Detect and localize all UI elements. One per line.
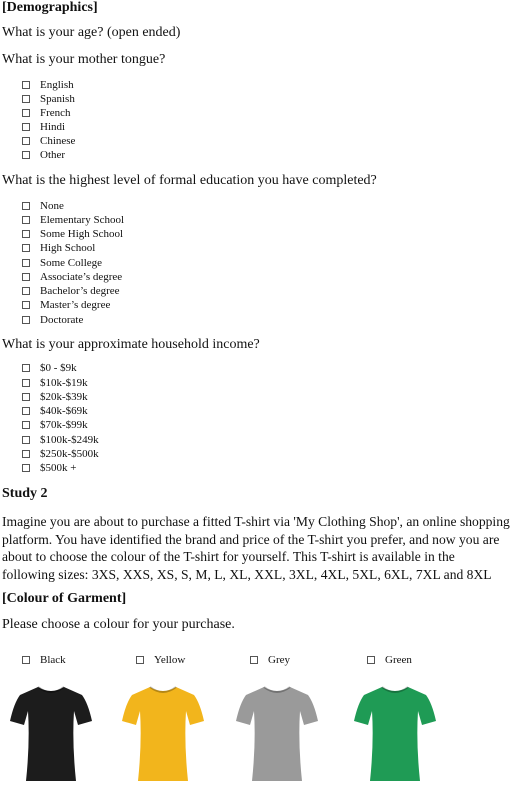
education-option[interactable]: Elementary School xyxy=(22,213,124,227)
checkbox[interactable] xyxy=(22,393,30,401)
income-option[interactable]: $10k-$19k xyxy=(22,376,88,390)
garment-heading: [Colour of Garment] xyxy=(2,591,127,606)
checkbox[interactable] xyxy=(250,656,258,664)
checkbox[interactable] xyxy=(22,244,30,252)
colour-option-yellow[interactable]: Yellow xyxy=(136,654,185,666)
checkbox[interactable] xyxy=(22,316,30,324)
garment-prompt: Please choose a colour for your purchase. xyxy=(2,617,235,632)
education-option[interactable]: Some High School xyxy=(22,227,123,241)
checkbox[interactable] xyxy=(22,95,30,103)
education-option[interactable]: None xyxy=(22,199,64,213)
checkbox[interactable] xyxy=(22,450,30,458)
checkbox[interactable] xyxy=(22,151,30,159)
tshirt-green-image[interactable] xyxy=(352,683,438,783)
income-option[interactable]: $20k-$39k xyxy=(22,390,88,404)
checkbox[interactable] xyxy=(22,123,30,131)
question-education: What is the highest level of formal education you have completed? xyxy=(2,173,377,188)
tongue-option[interactable]: Other xyxy=(22,148,65,162)
tongue-option[interactable]: English xyxy=(22,78,74,92)
income-option[interactable]: $100k-$249k xyxy=(22,433,99,447)
tshirt-yellow-image[interactable] xyxy=(120,683,206,783)
income-option[interactable]: $500k + xyxy=(22,461,76,475)
colour-option-grey[interactable]: Grey xyxy=(250,654,290,666)
paragraph-line: Imagine you are about to purchase a fitted T-shirt via 'My Clothing Shop', an online shopping xyxy=(2,514,510,529)
paragraph-line: about to choose the colour of the T-shirt for yourself. This T-shirt is available in the xyxy=(2,549,455,564)
demographics-heading: [Demographics] xyxy=(2,0,98,15)
checkbox[interactable] xyxy=(22,202,30,210)
checkbox[interactable] xyxy=(22,379,30,387)
checkbox[interactable] xyxy=(367,656,375,664)
checkbox[interactable] xyxy=(22,364,30,372)
income-option[interactable]: $70k-$99k xyxy=(22,418,88,432)
colour-option-green[interactable]: Green xyxy=(367,654,412,666)
education-option[interactable]: Master’s degree xyxy=(22,298,110,312)
tongue-option[interactable]: Chinese xyxy=(22,134,75,148)
checkbox[interactable] xyxy=(22,109,30,117)
tshirt-grey-image[interactable] xyxy=(234,683,320,783)
colour-option-black[interactable]: Black xyxy=(22,654,66,666)
checkbox[interactable] xyxy=(22,273,30,281)
checkbox[interactable] xyxy=(22,216,30,224)
education-option[interactable]: High School xyxy=(22,241,95,255)
checkbox[interactable] xyxy=(136,656,144,664)
checkbox[interactable] xyxy=(22,464,30,472)
checkbox[interactable] xyxy=(22,81,30,89)
education-option[interactable]: Bachelor’s degree xyxy=(22,284,120,298)
education-option[interactable]: Associate’s degree xyxy=(22,270,122,284)
checkbox[interactable] xyxy=(22,656,30,664)
tshirt-shape xyxy=(354,687,436,781)
checkbox[interactable] xyxy=(22,287,30,295)
paragraph-line: following sizes: 3XS, XXS, XS, S, M, L, XL, XXL, 3XL, 4XL, 5XL, 6XL, 7XL and 8XL xyxy=(2,566,492,582)
education-option[interactable]: Some College xyxy=(22,256,102,270)
tshirt-black-image[interactable] xyxy=(8,683,94,783)
question-mother-tongue: What is your mother tongue? xyxy=(2,52,166,67)
education-option[interactable]: Doctorate xyxy=(22,313,83,327)
checkbox[interactable] xyxy=(22,301,30,309)
checkbox[interactable] xyxy=(22,230,30,238)
checkbox[interactable] xyxy=(22,407,30,415)
question-age: What is your age? (open ended) xyxy=(2,25,181,40)
tongue-option[interactable]: Spanish xyxy=(22,92,75,106)
income-option[interactable]: $0 - $9k xyxy=(22,361,77,375)
checkbox[interactable] xyxy=(22,421,30,429)
tshirt-shape xyxy=(10,687,92,781)
paragraph-line: platform. You have identified the brand and price of the T-shirt you prefer, and now you are xyxy=(2,531,500,547)
checkbox[interactable] xyxy=(22,137,30,145)
tongue-option[interactable]: French xyxy=(22,106,71,120)
income-option[interactable]: $40k-$69k xyxy=(22,404,88,418)
tshirt-shape xyxy=(122,687,204,781)
study-heading: Study 2 xyxy=(2,486,48,501)
question-income: What is your approximate household income? xyxy=(2,337,260,352)
checkbox[interactable] xyxy=(22,259,30,267)
tongue-option[interactable]: Hindi xyxy=(22,120,65,134)
income-option[interactable]: $250k-$500k xyxy=(22,447,99,461)
study-paragraph xyxy=(2,513,520,583)
checkbox[interactable] xyxy=(22,436,30,444)
tshirt-shape xyxy=(236,687,318,781)
